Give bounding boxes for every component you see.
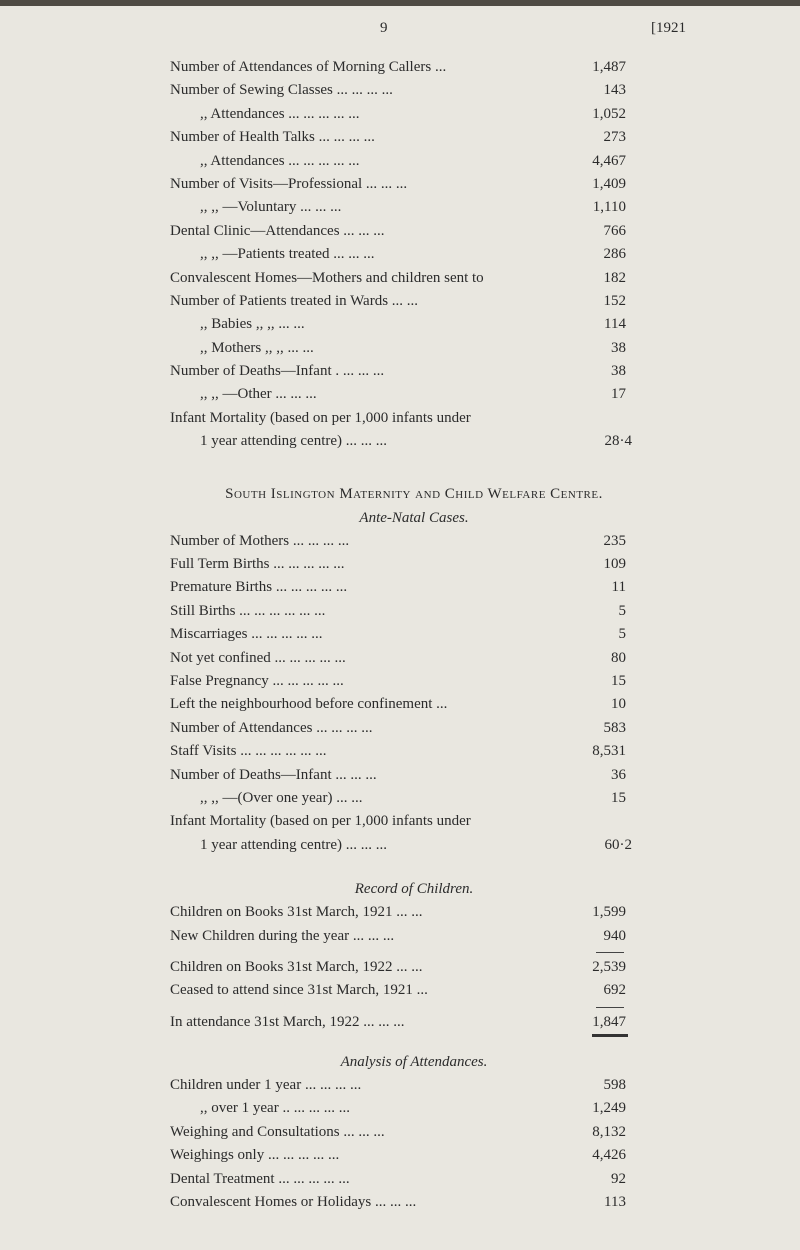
total-underline [0, 1032, 800, 1038]
table-row: Not yet confined ... ... ... ... ... 80 [170, 649, 626, 666]
table-row: Still Births ... ... ... ... ... ... 5 [170, 602, 626, 619]
section-title: South Islington Maternity and Child Welfare Centre. [225, 485, 603, 502]
table-row: Number of Patients treated in Wards ... ... 152 [170, 292, 626, 309]
table-row: Number of Visits—Professional ... ... ... 1,409 [170, 175, 626, 192]
table-row: 1 year attending centre) ... ... ... 28·4 [200, 433, 632, 450]
top-edge [0, 0, 800, 6]
table-row: Children on Books 31st March, 1921 ... ... 1,599 [170, 904, 626, 921]
table-row: ,, Attendances ... ... ... ... ... 4,467 [200, 152, 626, 169]
record-of-children-heading: Record of Children. [354, 881, 474, 898]
table-row: Number of Deaths—Infant ... ... ... 36 [170, 766, 626, 783]
table-row: False Pregnancy ... ... ... ... ... 15 [170, 672, 626, 689]
table-row-total: In attendance 31st March, 1922 ... ... ... 1,847 [170, 1013, 626, 1030]
table-row: Weighing and Consultations ... ... ... 8,132 [170, 1123, 626, 1140]
table-row: ,, ,, —Patients treated ... ... ... 286 [200, 246, 626, 263]
table-row: Number of Health Talks ... ... ... ... 273 [170, 129, 626, 146]
table-row: Miscarriages ... ... ... ... ... 5 [170, 626, 626, 643]
table-row: ,, Mothers ,, ,, ... ... 38 [200, 339, 626, 356]
children-table [0, 901, 800, 1038]
table-row: ,, Attendances ... ... ... ... ... 1,052 [200, 105, 626, 122]
analysis-of-attendances-heading: Analysis of Attendances. [340, 1054, 488, 1071]
table-row: ,, ,, —Other ... ... ... 17 [200, 386, 626, 403]
table-row: New Children during the year ... ... ... 940 [170, 927, 626, 944]
document-body [0, 56, 800, 1214]
table-row: Full Term Births ... ... ... ... ... 109 [170, 556, 626, 573]
table-row: Number of Mothers ... ... ... ... 235 [170, 532, 626, 549]
table-row: ,, ,, —(Over one year) ... ... 15 [200, 789, 626, 806]
table-row-total: Children on Books 31st March, 1922 ... ... 2,539 [170, 958, 626, 975]
ante-natal-heading: Ante-Natal Cases. [359, 509, 469, 526]
table-row: Convalescent Homes or Holidays ... ... ... 113 [170, 1194, 626, 1211]
table-row: Dental Clinic—Attendances ... ... ... 766 [170, 222, 626, 239]
table-row: Infant Mortality (based on per 1,000 infants under [170, 813, 471, 830]
table-row: Ceased to attend since 31st March, 1921 ... 692 [170, 982, 626, 999]
table-row: Left the neighbourhood before confinement ... 10 [170, 696, 626, 713]
table-row: Infant Mortality (based on per 1,000 infants under [170, 409, 471, 426]
table-row: Children under 1 year ... ... ... ... 598 [170, 1077, 626, 1094]
table-row: Number of Deaths—Infant . ... ... ... 38 [170, 363, 626, 380]
sum-rule [0, 948, 800, 956]
table-row: Number of Sewing Classes ... ... ... ... 143 [170, 82, 626, 99]
table-row: Staff Visits ... ... ... ... ... ... 8,531 [170, 743, 626, 760]
ante-natal-table [0, 530, 800, 857]
table-row: ,, ,, —Voluntary ... ... ... 1,110 [200, 199, 626, 216]
table-row: Premature Births ... ... ... ... ... 11 [170, 579, 626, 596]
table-row: Number of Attendances of Morning Callers ... 1,487 [170, 59, 626, 75]
page-number: 9 [380, 20, 388, 36]
statistics-section-1 [0, 56, 800, 454]
table-row: Number of Attendances ... ... ... ... 583 [170, 719, 626, 736]
table-row: Dental Treatment ... ... ... ... ... 92 [170, 1170, 626, 1187]
attendances-table [0, 1074, 800, 1214]
table-row: 1 year attending centre) ... ... ... 60·2 [200, 836, 632, 853]
table-row: Convalescent Homes—Mothers and children sent to 182 [170, 269, 626, 286]
table-row: ,, Babies ,, ,, ... ... 114 [200, 316, 626, 333]
page-year: [1921 [651, 20, 686, 36]
table-row: Weighings only ... ... ... ... ... 4,426 [170, 1147, 626, 1164]
sum-rule [0, 1003, 800, 1011]
table-row: ,, over 1 year .. ... ... ... ... 1,249 [200, 1100, 626, 1117]
